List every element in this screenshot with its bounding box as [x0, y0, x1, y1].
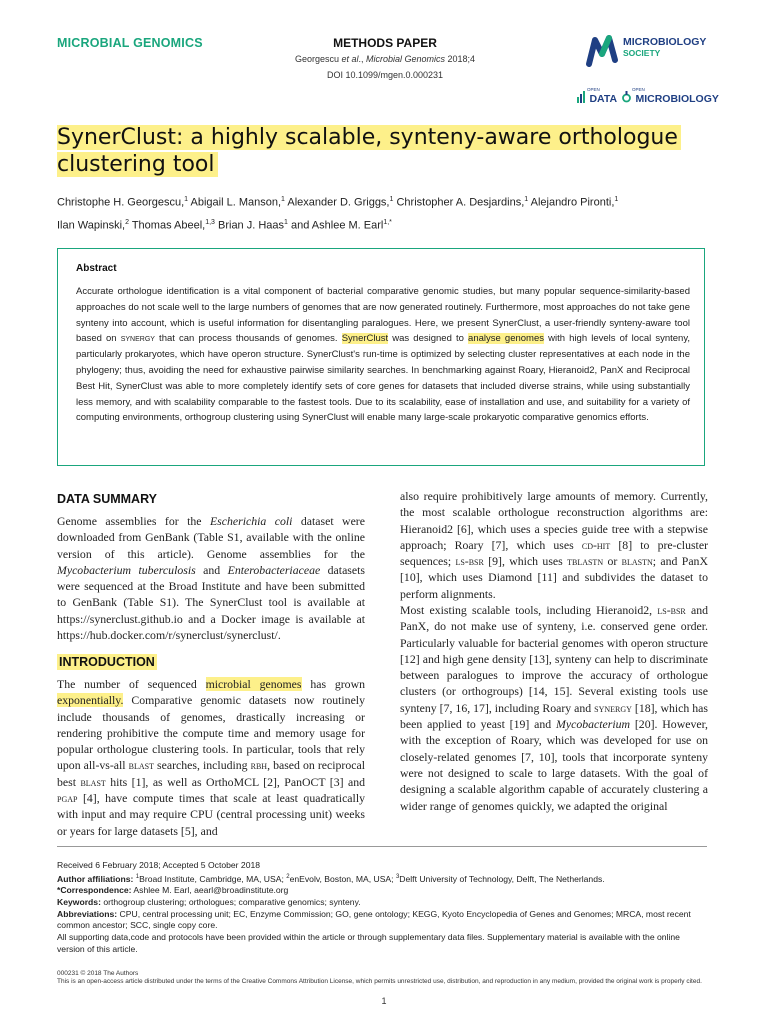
- supporting-data-note: All supporting data,code and protocols have been provided within the article or through supplementary data files. Supplementary material is available with the online version of this article.: [57, 932, 680, 954]
- author-affiliation-marker: 2: [125, 218, 129, 226]
- rc-p1-t5: ; and PanX [10], which uses Diamond [11] and subdivides the dataset to perform alignments.: [400, 554, 708, 601]
- rc-p2-i1: Mycobacterium: [556, 717, 631, 732]
- aff-1-num: 1: [135, 873, 140, 880]
- rc-p2-t3: [18], which has been applied to yeast [19] and: [400, 700, 708, 732]
- author-name: Alejandro Pironti,: [530, 196, 615, 209]
- footnote-divider: [57, 846, 707, 847]
- received-date: Received 6 February 2018; Accepted 5 October 2018: [57, 860, 261, 870]
- ds-t2: dataset were downloaded from GenBank (Table S1, available with the online version of this article). Genome assemblies for the: [57, 514, 365, 561]
- intro-sc1: blast: [128, 758, 154, 773]
- citation: [250, 54, 520, 64]
- abbreviations-label: Abbreviations:: [57, 908, 118, 919]
- intro-highlight-1: microbial genomes: [205, 677, 302, 691]
- open-data-icon: [577, 91, 585, 103]
- intro-sc2: rbh: [250, 758, 268, 773]
- rc-p2-t4: [20]. However, with the exception of Roary, which was developed for use on closely-related genomes [7, 10], tools that incorporate synteny were not designed to scale to large datasets. With the goal of designing a scalable algorithm capable of accurately clustering a wider range of genomes quickly, we adapted the original: [400, 717, 708, 813]
- intro-t6: hits [1], as well as OrthoMCL [2], PanOCT [3] and: [105, 774, 365, 789]
- author-affiliation-marker: 1: [614, 196, 619, 203]
- aff-3-num: 3: [395, 873, 400, 880]
- ds-t1: Genome assemblies for the: [57, 514, 210, 528]
- author-affiliation-marker: 1: [389, 196, 394, 203]
- abstract-part-3: was designed to: [388, 333, 469, 345]
- right-column-paragraph-2: [400, 602, 708, 814]
- ds-i1: Escherichia coli: [209, 514, 293, 528]
- citation-etal: et al: [341, 54, 359, 64]
- page-number: 1: [381, 996, 387, 1006]
- open-microbiology-badge[interactable]: [622, 89, 719, 105]
- abstract-synergy: synergy: [120, 333, 155, 345]
- rc-p1-t2: [8] to pre-cluster sequences;: [400, 537, 709, 569]
- data-summary-heading: DATA SUMMARY: [57, 492, 157, 506]
- author-name: Christopher A. Desjardins,: [396, 196, 525, 209]
- aff-3: Delft University of Technology, Delft, The Netherlands.: [399, 873, 605, 884]
- aff-2: enEvolv, Boston, MA, USA;: [289, 873, 396, 884]
- intro-sc3: blast: [80, 774, 106, 789]
- ds-i3: Enterobacteriaceae: [227, 562, 321, 577]
- abstract-heading: Abstract: [76, 263, 117, 274]
- intro-highlight-2: exponentially.: [57, 693, 124, 708]
- citation-suffix: 2018;4: [445, 54, 476, 64]
- rc-p1-t3: [9], which uses: [483, 554, 568, 569]
- author-affiliation-marker: 1: [184, 196, 189, 203]
- introduction-heading: [57, 655, 157, 669]
- title-line-1: SynerClust: a highly scalable, synteny-aware orthologue: [57, 125, 681, 150]
- abstract-part-2: that can process thousands of genomes.: [154, 333, 342, 345]
- keywords-value: orthogroup clustering; orthologues; comparative genomics; synteny.: [100, 896, 361, 907]
- journal-name: MICROBIAL GENOMICS: [57, 36, 203, 50]
- author-affiliation-marker: 1,*: [383, 218, 392, 226]
- keywords-label: Keywords:: [57, 896, 101, 907]
- abstract-highlight-2: analyse genomes: [468, 333, 544, 345]
- abstract-highlight-1: SynerClust: [341, 333, 389, 345]
- open-data-small: OPEN: [587, 87, 600, 92]
- abstract-part-4: with high levels of local synteny, particularly prokaryotes, which have operon structure. SynerClust's run-time is optimized by selecting cluster representatives at each node in the phylogeny; thus, avoiding the need for exhaustive pairwise similarity searches. In benchmarking against Roary, Hieranoid2, PanX and Reciprocal Best Hit, SynerClust was able to more completely identify sets of core genes for datasets that included diverse strains, while using substantially less memory, and with scalability comparable to the fastest tools. Due to its scalability, ease of installation and use, and suitability for a variety of computing environments, orthogroup clustering using SynerClust will enable many large-scale prokaryotic comparative genomics efforts.: [76, 333, 691, 424]
- introduction-text: [57, 676, 365, 839]
- abbreviations-value: CPU, central processing unit; EC, Enzyme Commission; GO, gene ontology; KEGG, Kyoto Encyclopedia of Genes and Genomes; MRCA, most recent common ancestor; SCC, single copy core.: [57, 908, 691, 931]
- right-column-paragraph-1: [400, 488, 708, 602]
- intro-t2: has grown: [301, 677, 365, 691]
- abstract-part-1: Accurate orthologue identification is a vital component of bacterial comparative genomic studies, but many popular sequence-similarity-based approaches do not scale well to the large numbers of genomes that are now generated routinely. Furthermore, most approaches do not take gene synteny into account, which is useful information for disentangling paralogues. Here, we present SynerClust, a user-friendly synteny-aware tool based on: [76, 286, 690, 345]
- open-data-badge[interactable]: [577, 89, 617, 105]
- doi-link[interactable]: DOI 10.1099/mgen.0.000231: [326, 70, 444, 80]
- abstract-text: [76, 284, 690, 426]
- intro-sc4: pgap: [57, 791, 78, 806]
- data-summary-text: [57, 513, 365, 643]
- article-number-copyright: 000231 © 2018 The Authors: [57, 970, 139, 977]
- correspondence-value: Ashlee M. Earl, aearl@broadinstitute.org: [131, 885, 289, 896]
- intro-t4: searches, including: [153, 758, 251, 773]
- society-name: [623, 37, 706, 59]
- society-line2: SOCIETY: [623, 48, 661, 58]
- society-line1: MICROBIOLOGY: [623, 36, 707, 48]
- author-affiliation-marker: 1: [524, 196, 529, 203]
- citation-mid: .,: [358, 54, 366, 64]
- keywords: [57, 897, 707, 909]
- rc-p1-sc2: ls-bsr: [455, 554, 484, 569]
- intro-t1: The number of sequenced: [57, 677, 206, 691]
- citation-prefix: Georgescu: [294, 54, 342, 64]
- author-name: Thomas Abeel,: [131, 219, 206, 232]
- citation-journal: Microbial Genomics: [366, 54, 446, 64]
- rc-p1-t4: or: [603, 554, 622, 569]
- license-notice: [57, 970, 707, 987]
- author-list: [57, 190, 707, 235]
- open-microbiology-icon: [622, 91, 631, 103]
- author-name: and Ashlee M. Earl: [291, 219, 384, 232]
- rc-p2-t1: Most existing scalable tools, including Hieranoid2,: [400, 603, 658, 617]
- author-affiliations: [57, 872, 707, 886]
- correspondence-label: *Correspondence:: [57, 885, 132, 896]
- open-micro-small: OPEN: [632, 87, 645, 92]
- author-affiliation-marker: 1,3: [205, 218, 215, 226]
- author-name: Abigail L. Manson,: [190, 196, 282, 209]
- intro-t7: [4], have compute times that scale at least quadratically with input and may require CPU (central processing unit) weeks or years for large datasets [5], and: [57, 791, 365, 838]
- rc-p1-sc4: blastn: [621, 554, 653, 569]
- correspondence: [57, 885, 707, 897]
- license-text: This is an open-access article distributed under the terms of the Creative Commons Attribution License, which permits unrestricted use, distribution, and reproduction in any medium, provided the original work is properly cited.: [57, 978, 702, 986]
- author-name: Ilan Wapinski,: [57, 219, 126, 232]
- rc-p1-sc3: tblastn: [567, 554, 604, 569]
- aff-1: Broad Institute, Cambridge, MA, USA;: [139, 873, 287, 884]
- rc-p2-sc1: ls-bsr: [657, 603, 686, 617]
- author-name: Christophe H. Georgescu,: [57, 196, 185, 209]
- rc-p2-t2: and PanX, do not make use of synteny, i.e. conserved gene order. Particularly valuable for bacterial genomes with operon structure [12] and high gene density [13], synteny can help to discriminate between paralogues to improve the accuracy of orthologue clusters (or orthogroups) [14, 15]. Several existing tools use synteny [7, 16, 17], including Roary and: [400, 603, 708, 715]
- ds-t4: datasets were sequenced at the Broad Institute and have been submitted to GenBank (Table S1). The SynerClust tool is available at https://synerclust.github.io and a Docker image is available at https://hub.docker.com/r/synerclust/synerclust/.: [57, 562, 365, 643]
- open-micro-label: MICROBIOLOGY: [635, 93, 719, 105]
- rc-p1-sc1: cd-hit: [581, 537, 611, 552]
- title-line-2: clustering tool: [57, 152, 218, 177]
- intro-t5: , based on reciprocal best: [57, 758, 366, 789]
- abbreviations: [57, 909, 707, 932]
- author-affiliation-marker: 1: [281, 196, 285, 203]
- author-name: Alexander D. Griggs,: [287, 196, 390, 209]
- footnotes: [57, 860, 707, 955]
- aff-2-num: 2: [286, 873, 290, 880]
- intro-t3: Comparative genomic datasets now routinely include thousands of genomes, drastically increasing or rendering prohibitive the compute time and memory usage for popular orthologue clustering tools. In particular, tools that rely upon all-vs-all: [57, 693, 365, 773]
- open-data-label: DATA: [589, 93, 618, 105]
- author-name: Brian J. Haas: [218, 219, 285, 232]
- affiliations-label: Author affiliations:: [57, 873, 134, 884]
- ds-t3: and: [195, 562, 228, 577]
- author-affiliation-marker: 1: [284, 218, 288, 226]
- rc-p1-t1: also require prohibitively large amounts of memory. Currently, the most scalable orthologue reconstruction algorithms are: Hieranoid2 [6], which uses a species guide tree with a stepwise approach; Roary [7], which uses: [400, 489, 708, 552]
- paper-type: METHODS PAPER: [333, 36, 437, 50]
- paper-title: [57, 124, 697, 178]
- ds-i2: Mycobacterium tuberculosis: [57, 562, 196, 577]
- introduction-heading-text: INTRODUCTION: [59, 655, 155, 669]
- rc-p2-sc2: synergy: [594, 700, 632, 715]
